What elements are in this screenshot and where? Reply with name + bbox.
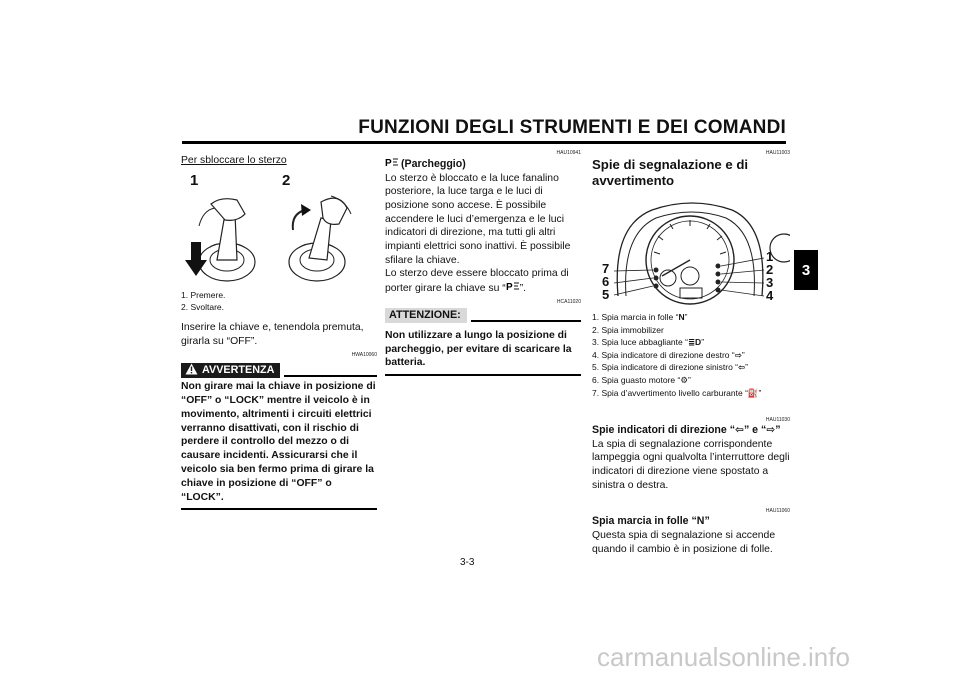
warning-triangle-icon xyxy=(185,363,198,380)
doc-code: HAU11003 xyxy=(765,150,790,156)
right-turn-icon: ⇨ xyxy=(734,349,742,360)
list-item: 3. Spia luce abbagliante “≣D” xyxy=(592,337,705,348)
left-turn-icon: ⇦ xyxy=(735,424,744,437)
warning-rule xyxy=(284,375,377,377)
body-text: Questa spia di segnalazione si accende quando il cambio è in posizione di folle. xyxy=(592,529,776,555)
parking-icon xyxy=(385,157,401,172)
list-item: 6. Spia guasto motore “⚙” xyxy=(592,374,691,385)
page-title: FUNZIONI DEGLI STRUMENTI E DEI COMANDI xyxy=(358,117,786,138)
list-item: 1. Spia marcia in folle “N” xyxy=(592,312,688,322)
column-unlock-steering xyxy=(181,150,377,510)
indicator-list xyxy=(592,311,790,399)
turn-signal-heading: Spie indicatori di direzione “⇦” e “⇨” xyxy=(592,424,781,437)
caption-item: 1. Premere. xyxy=(181,289,226,300)
page-number: 3-3 xyxy=(460,557,475,568)
dash-label-1: 1 xyxy=(766,249,774,264)
dash-label-4: 4 xyxy=(766,288,774,303)
caution-rule xyxy=(471,320,581,322)
svg-text:P: P xyxy=(385,158,392,167)
figure-caption xyxy=(181,289,377,314)
warning-text: Non girare mai la chiave in posizione di “OFF” o “LOCK” mentre il veicolo è in movimento, altrimenti i circuiti elettrici verranno disattivati, con il rischio di perdere il controllo del mezzo o di causare incidenti. Assicurarsi che il veicolo sia ben fermo prima di girare la chiave in posizione di “OFF” o “LOCK”. xyxy=(181,380,377,510)
chapter-tab: 3 xyxy=(794,250,818,290)
section-heading-indicators: Spie di segnalazione e di avvertimento xyxy=(592,157,749,188)
illus-label-1: 1 xyxy=(190,171,199,189)
dash-label-6: 6 xyxy=(602,274,610,289)
engine-trouble-icon: ⚙ xyxy=(680,374,688,385)
body-text: Lo sterzo deve essere bloccato prima di porter girare la chiave su “ P ”. xyxy=(385,268,569,295)
dash-label-2: 2 xyxy=(766,262,774,277)
caution-header xyxy=(385,308,581,323)
warning-label xyxy=(181,363,280,378)
right-turn-icon: ⇨ xyxy=(766,424,776,437)
list-item: 7. Spia d’avvertimento livello carburante “⛽” xyxy=(592,387,762,398)
neutral-icon: N xyxy=(696,515,705,528)
column-indicators xyxy=(592,150,790,556)
doc-code: HAU10941 xyxy=(556,150,581,156)
speedometer-drawing xyxy=(592,196,790,306)
column-parking xyxy=(385,150,581,376)
body-text: Lo sterzo è bloccato e la luce fanalino posteriore, la luce targa e le luci di posizione sono accese. È possibile accendere le luci d’emergenza e le luci indicatori di direzione, ma tutti gli altri impianti elettrici sono inattivi. È possibile sfilare la chiave. xyxy=(385,172,571,266)
dash-label-3: 3 xyxy=(766,275,774,290)
body-text: La spia di segnalazione corrispondente lampeggia ogni qualvolta l’interruttore degli indicatori di direzione viene spostato a sinistra o destra. xyxy=(592,438,790,491)
high-beam-icon: ≣D xyxy=(687,337,702,348)
list-item: 2. Spia immobilizer xyxy=(592,324,664,335)
watermark: carmanualsonline.info xyxy=(597,642,850,672)
warning-header xyxy=(181,363,377,378)
doc-code: HAU11060 xyxy=(765,508,790,515)
warning-label-text: AVVERTENZA xyxy=(202,364,275,377)
caution-label: ATTENZIONE: xyxy=(385,308,467,323)
list-item: 5. Spia indicatore di direzione sinistro “⇦” xyxy=(592,362,748,373)
parking-icon xyxy=(506,281,520,296)
neutral-heading: Spia marcia in folle “N” xyxy=(592,515,710,528)
key-illustration xyxy=(181,171,377,286)
fuel-icon: ⛽ xyxy=(747,387,759,398)
key-switch-drawing xyxy=(181,171,377,286)
doc-code: HWA10060 xyxy=(351,352,377,359)
dash-label-5: 5 xyxy=(602,287,610,302)
body-text: Inserire la chiave e, tenendola premuta, girarla su “OFF”. xyxy=(181,321,364,347)
section-heading-unlock: Per sbloccare lo sterzo xyxy=(181,155,287,166)
doc-code: HAU11030 xyxy=(765,417,790,424)
caution-text: Non utilizzare a lungo la posizione di parcheggio, per evitare di scaricare la batteria. xyxy=(385,329,581,376)
caption-item: 2. Svoltare. xyxy=(181,302,224,313)
list-item: 4. Spia indicatore di direzione destro “⇨” xyxy=(592,349,745,360)
doc-code: HCA11020 xyxy=(556,298,581,305)
title-rule xyxy=(182,141,786,144)
dashboard-illustration xyxy=(592,196,790,306)
parking-heading: P (Parcheggio) xyxy=(385,158,466,170)
left-turn-icon: ⇦ xyxy=(738,362,746,373)
svg-text:P: P xyxy=(505,282,513,292)
dash-label-7: 7 xyxy=(602,261,610,276)
neutral-icon: N xyxy=(678,312,685,322)
illus-label-2: 2 xyxy=(282,171,291,189)
